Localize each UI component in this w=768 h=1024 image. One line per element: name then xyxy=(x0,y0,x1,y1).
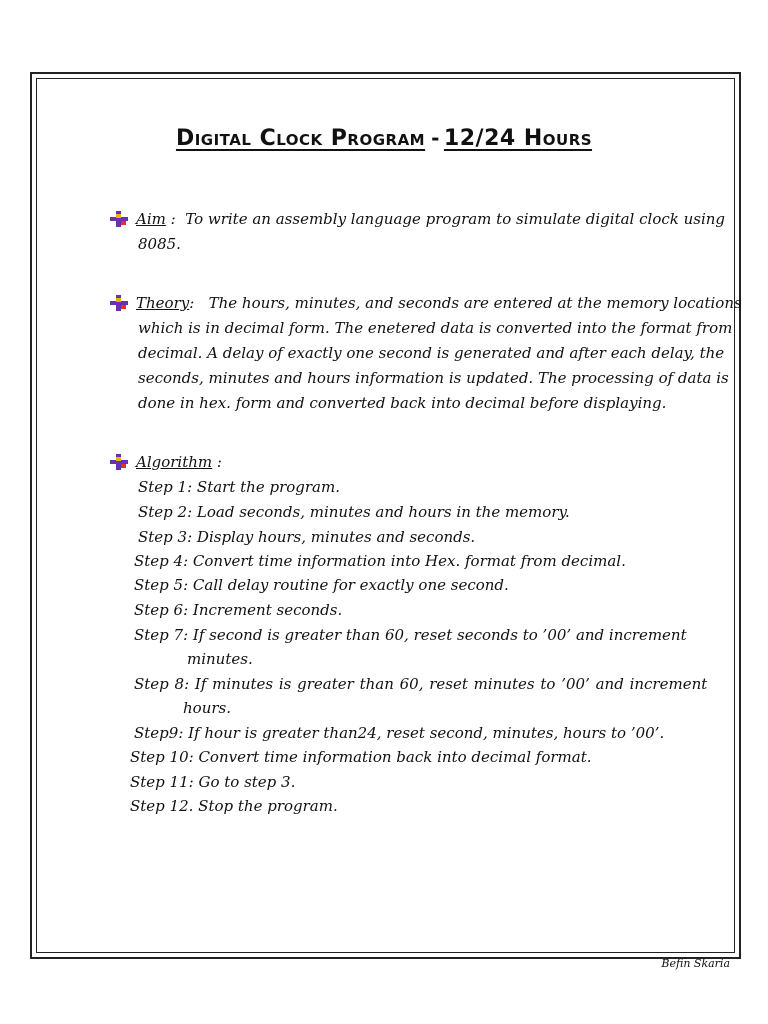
theory-line-5: done in hex. form and converted back into decimal before displaying. xyxy=(138,394,667,412)
aim-label: Aim xyxy=(136,210,166,228)
aim-colon: : xyxy=(165,210,176,228)
title-main: Digital Clock Program xyxy=(175,126,426,151)
theory-line-1 xyxy=(136,291,742,316)
algorithm-heading xyxy=(136,450,222,475)
cross-bullet-icon xyxy=(110,295,128,311)
theory-line-4: seconds, minutes and hours information is updated. The processing of data is xyxy=(138,369,729,387)
aim-text: To write an assembly language program to simulate digital clock using xyxy=(185,210,726,228)
page-title xyxy=(0,126,768,151)
aim-line-2: 8085. xyxy=(138,235,181,253)
cross-bullet-icon xyxy=(110,454,128,470)
theory-label: Theory xyxy=(136,294,190,312)
algorithm-step: Step 7: If second is greater than 60, reset seconds to ’00’ and increment xyxy=(134,626,687,644)
title-separator: - xyxy=(431,126,440,150)
author-signature: Befin Skaria xyxy=(661,957,730,970)
algorithm-label: Algorithm xyxy=(136,453,213,471)
theory-line-2: which is in decimal form. The enetered data is converted into the format from xyxy=(138,319,733,337)
algorithm-step: Step 4: Convert time information into Hex. format from decimal. xyxy=(134,552,626,570)
algorithm-step: Step 3: Display hours, minutes and seconds. xyxy=(138,528,476,546)
algorithm-step: Step9: If hour is greater than24, reset second, minutes, hours to ’00’. xyxy=(134,724,665,742)
theory-line-3: decimal. A delay of exactly one second is generated and after each delay, the xyxy=(138,344,725,362)
title-subtitle: 12/24 Hours xyxy=(443,126,593,151)
algorithm-step: Step 6: Increment seconds. xyxy=(134,601,343,619)
algorithm-step: Step 5: Call delay routine for exactly one second. xyxy=(134,576,509,594)
algorithm-step: Step 11: Go to step 3. xyxy=(130,773,296,791)
algorithm-step-continuation: hours. xyxy=(183,699,231,717)
algorithm-step: Step 2: Load seconds, minutes and hours in the memory. xyxy=(138,503,570,521)
algorithm-step-continuation: minutes. xyxy=(187,650,253,668)
cross-bullet-icon xyxy=(110,211,128,227)
algorithm-step: Step 12. Stop the program. xyxy=(130,797,338,815)
theory-text: The hours, minutes, and seconds are entered at the memory locations xyxy=(208,294,742,312)
algorithm-step: Step 8: If minutes is greater than 60, reset minutes to ’00’ and increment xyxy=(134,675,708,693)
algorithm-colon: : xyxy=(212,453,222,471)
theory-colon: : xyxy=(189,294,195,312)
aim-line-1 xyxy=(136,207,725,232)
algorithm-step: Step 10: Convert time information back into decimal format. xyxy=(130,748,592,766)
algorithm-step: Step 1: Start the program. xyxy=(138,478,340,496)
